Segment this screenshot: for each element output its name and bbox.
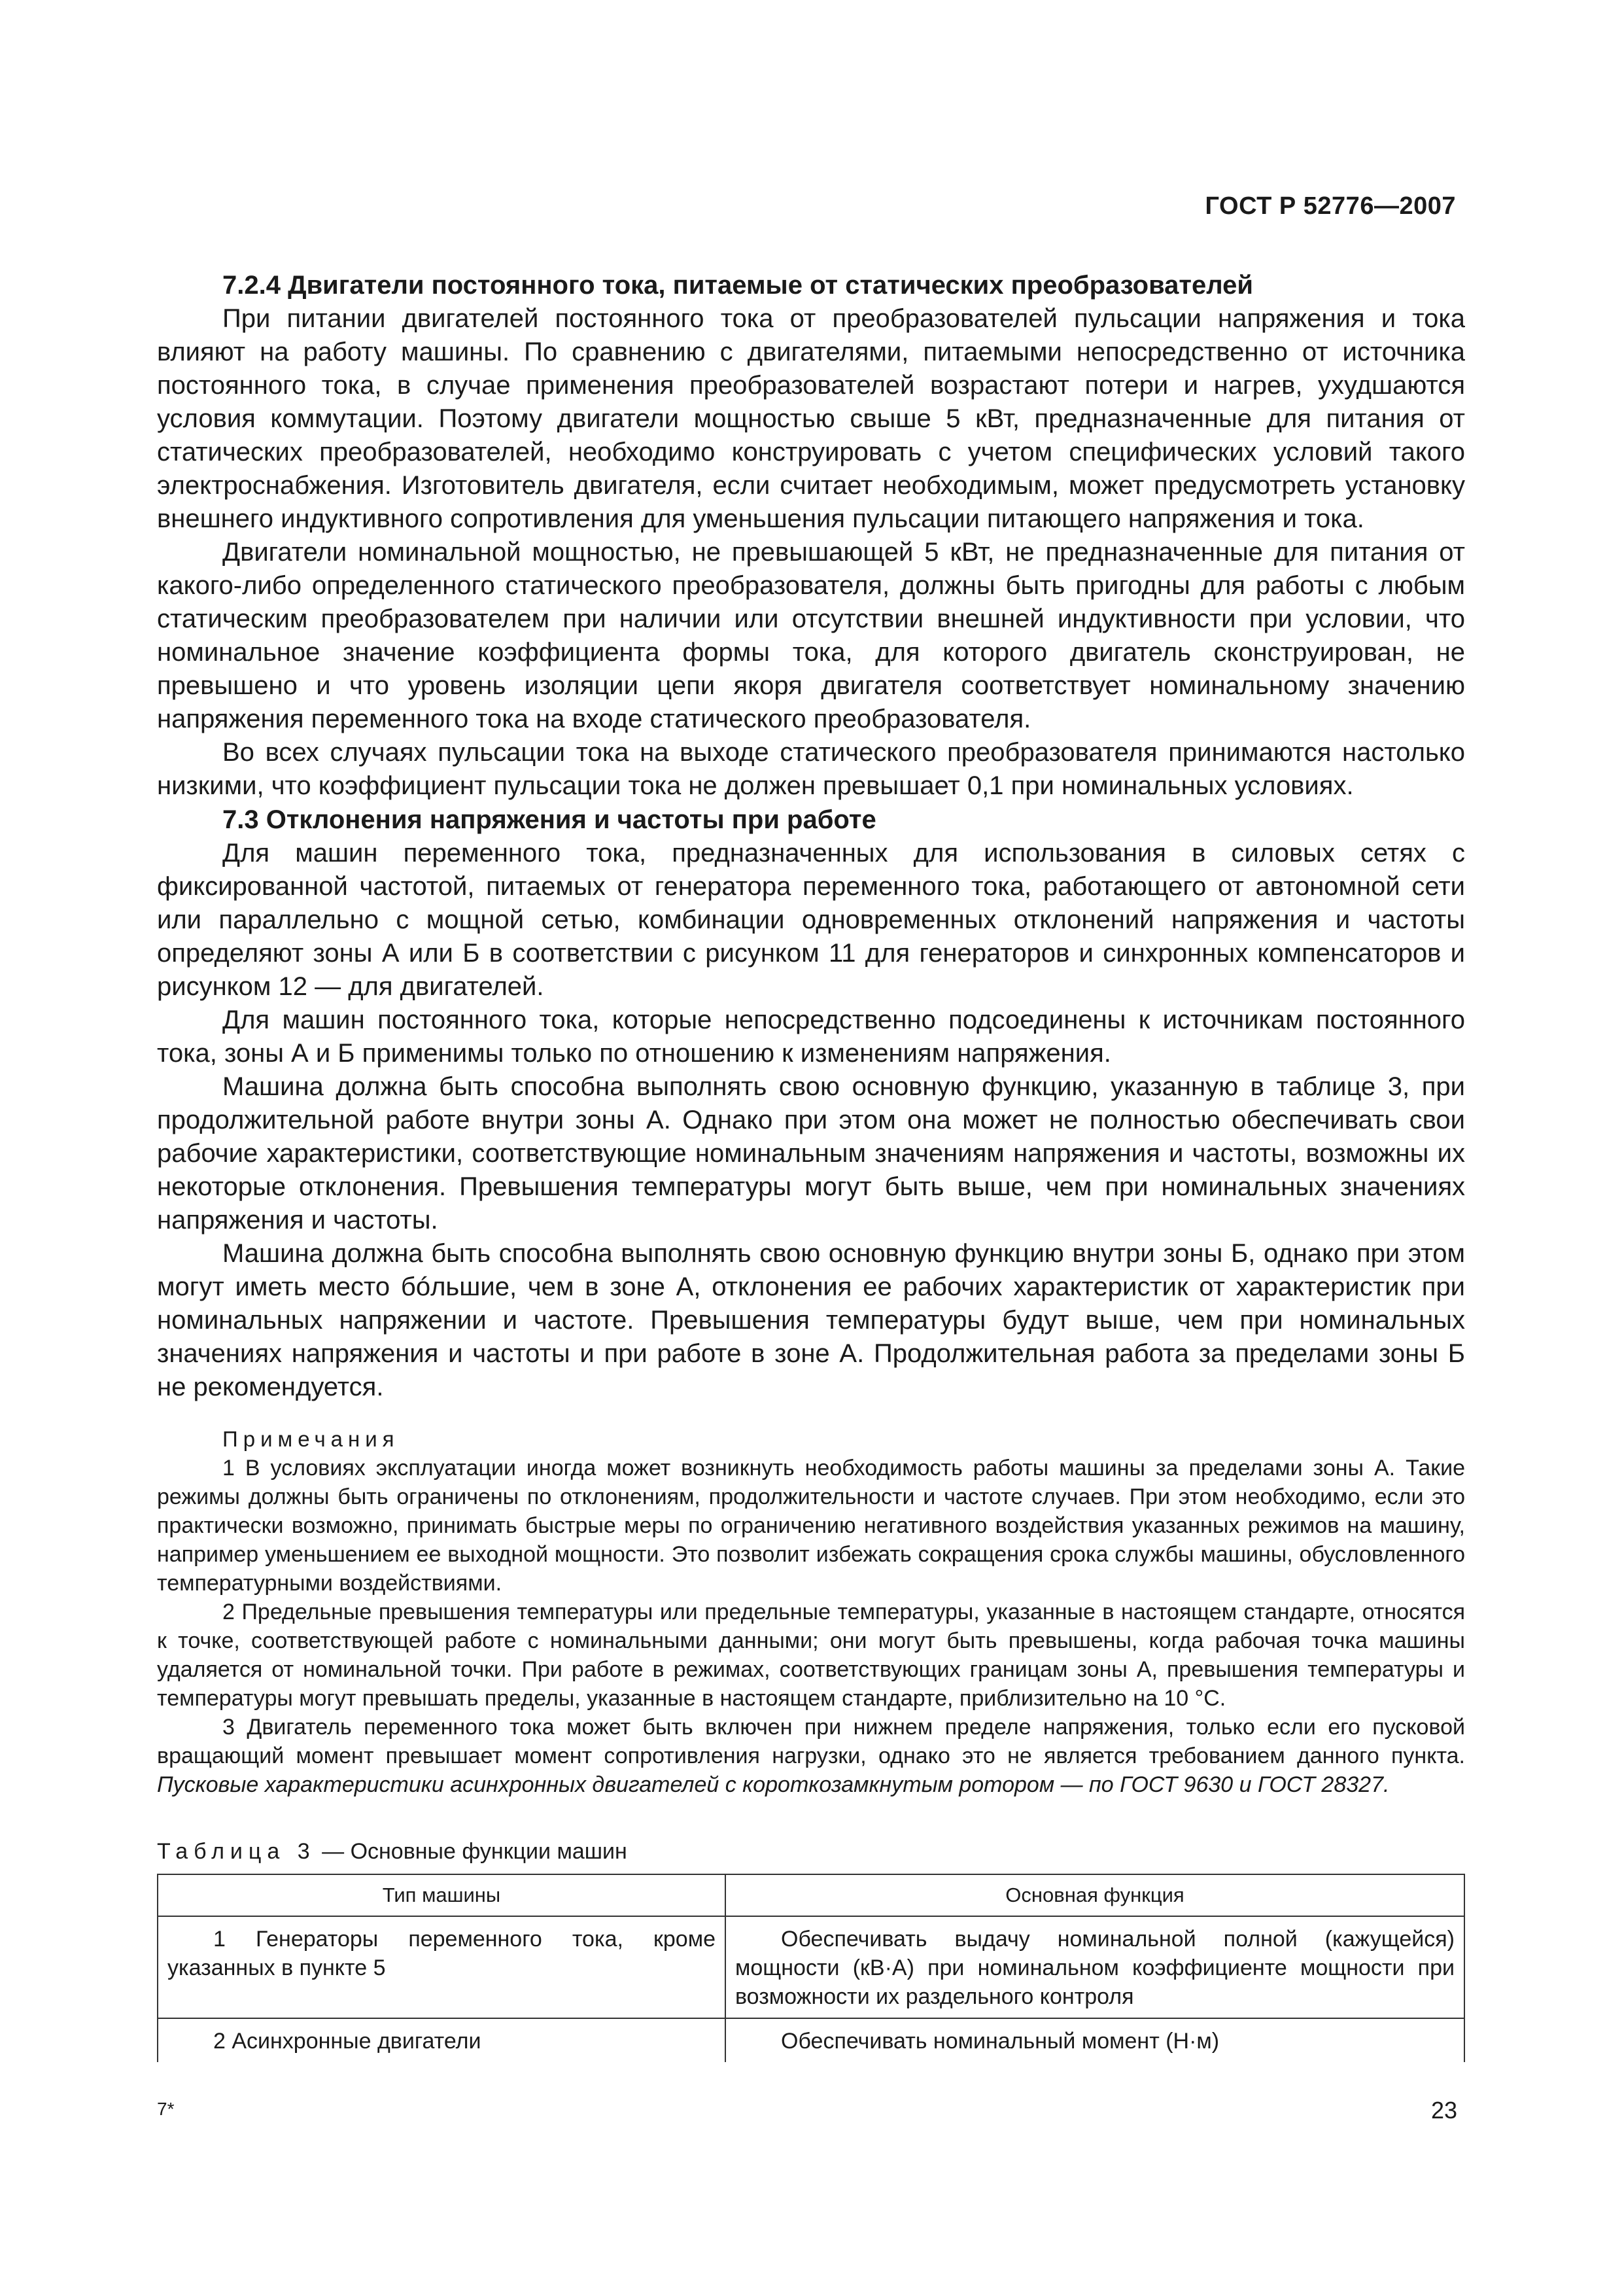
paragraph: Машина должна быть способна выполнять свою основную функцию, указанную в таблице 3, при продолжительной работе внутри зоны А. Однако при этом она может не полностью обеспечивать свои рабочие характеристики, соответствующие номинальным значениям напряжения и частоты, возможны их некоторые отклонения. Превышения температуры могут быть выше, чем при номинальных значениях напряжения и частоты.: [157, 1072, 1465, 1235]
note-item: [157, 1598, 1465, 1713]
page-content: [157, 268, 1465, 2062]
machine-functions-table: [157, 1874, 1465, 2062]
table-cell: [725, 1916, 1464, 2018]
note-item: [157, 1713, 1465, 1799]
page-number: 23: [1430, 2097, 1457, 2124]
paragraph: Для машин переменного тока, предназначенных для использования в силовых сетях с фиксированной частотой, питаемых от генератора переменного тока, работающего от автономной сети или параллельно с мощной сетью, комбинации одновременных отклонений напряжения и частоты определяют зоны А или Б в соответствии с рисунком 11 для генераторов и синхронных компенсаторов и рисунком 12 — для двигателей.: [157, 839, 1465, 1001]
paragraph: Машина должна быть способна выполнять свою основную функцию внутри зоны Б, однако при этом могут иметь место бóльшие, чем в зоне А, отклонения ее рабочих характеристик от характеристик при номинальных напряжении и частоте. Превышения температуры будут выше, чем при номинальных значениях напряжения и частоты и при работе в зоне А. Продолжительная работа за пределами зоны Б не рекомендуется.: [157, 1239, 1465, 1401]
table-row: [158, 2018, 1464, 2062]
table-cell: [725, 2018, 1464, 2062]
note-text: 3 Двигатель переменного тока может быть включен при нижнем пределе напряжения, только если его пусковой вращающий момент превышает момент сопротивления нагрузки, однако это не является требованием данного пункта.: [157, 1715, 1465, 1768]
cell-text: 2 Асинхронные двигатели: [213, 2029, 481, 2054]
table-cell: [158, 2018, 725, 2062]
note-item: [157, 1454, 1465, 1598]
paragraph: При питании двигателей постоянного тока от преобразователей пульсации напряжения и тока влияют на работу машины. По сравнению с двигателями, питаемыми непосредственно от источника постоянного тока, в случае применения преобразователей возрастают потери и нагрев, ухудшаются условия коммутации. Поэтому двигатели мощностью свыше 5 кВт, предназначенные для питания от статических преобразователей, необходимо конструировать с учетом специфических условий такого электроснабжения. Изготовитель двигателя, если считает необходимым, может предусмотреть установку внешнего индуктивного сопротивления для уменьшения пульсации питающего напряжения и тока.: [157, 304, 1465, 533]
table-caption-prefix: Таблица 3: [157, 1839, 316, 1864]
column-header: Тип машины: [158, 1874, 725, 1916]
section-7-3-title: 7.3 Отклонения напряжения и частоты при работе: [222, 805, 876, 834]
standard-header: ГОСТ Р 52776—2007: [1205, 192, 1456, 220]
note-text: 1 В условиях эксплуатации иногда может возникнуть необходимость работы машины за пределами зоны А. Такие режимы должны быть ограничены по отклонениям, продолжительности и частоте случаев. При этом необходимо, если это практически возможно, принимать быстрые меры по ограничению негативного воздействия указанных режимов на машину, например уменьшением ее выходной мощности. Это позволит избежать сокращения срока службы машины, обусловленного температурными воздействиями.: [157, 1456, 1465, 1596]
cell-text: Обеспечивать номинальный момент (Н·м): [781, 2029, 1220, 2054]
table-caption: [157, 1837, 1465, 1866]
column-header: Основная функция: [725, 1874, 1464, 1916]
note-italic-text: Пусковые характеристики асинхронных двигателей с короткозамкнутым ротором — по ГОСТ 9630 и ГОСТ 28327.: [157, 1772, 1390, 1797]
footer-signature-mark: 7*: [157, 2099, 175, 2119]
table-header-row: [158, 1874, 1464, 1916]
table-row: [158, 1916, 1464, 2018]
note-text: 2 Предельные превышения температуры или предельные температуры, указанные в настоящем стандарте, относятся к точке, соответствующей работе с номинальными данными; они могут быть превышены, когда рабочая точка машины удаляется от номинальной точки. При работе в режимах, соответствующих границам зоны А, превышения температуры и температуры могут превышать пределы, указанные в настоящем стандарте, приблизительно на 10 °С.: [157, 1600, 1465, 1711]
section-7-2-4-title: 7.2.4 Двигатели постоянного тока, питаемые от статических преобразователей: [222, 271, 1253, 300]
cell-text: Обеспечивать выдачу номинальной полной (кажущейся) мощности (кВ·А) при номинальном коэффициенте мощности при возможности их раздельного контроля: [735, 1927, 1455, 2009]
paragraph: Для машин постоянного тока, которые непосредственно подсоединены к источникам постоянного тока, зоны А и Б применимы только по отношению к изменениям напряжения.: [157, 1006, 1465, 1068]
notes-title: Примечания: [222, 1427, 400, 1451]
paragraph: Во всех случаях пульсации тока на выходе статического преобразователя принимаются настолько низкими, что коэффициент пульсации тока не должен превышает 0,1 при номинальных условиях.: [157, 738, 1465, 800]
cell-text: 1 Генераторы переменного тока, кроме указанных в пункте 5: [167, 1927, 716, 1980]
table-cell: [158, 1916, 725, 2018]
table-caption-title: — Основные функции машин: [315, 1839, 627, 1864]
paragraph: Двигатели номинальной мощностью, не превышающей 5 кВт, не предназначенные для питания от какого-либо определенного статического преобразователя, должны быть пригодны для работы с любым статическим преобразователем при наличии или отсутствии внешней индуктивности при условии, что номинальное значение коэффициента формы тока, для которого двигатель сконструирован, не превышено и что уровень изоляции цепи якоря двигателя соответствует номинальному значению напряжения переменного тока на входе статического преобразователя.: [157, 538, 1465, 733]
